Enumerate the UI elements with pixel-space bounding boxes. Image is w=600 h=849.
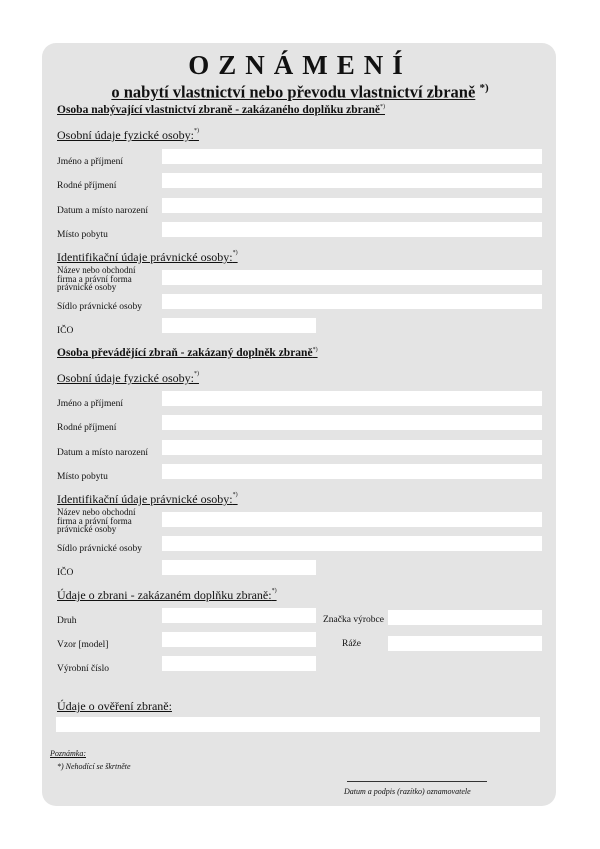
acq-name-label: Jméno a příjmení xyxy=(57,157,123,167)
tr-ico-field[interactable] xyxy=(162,560,316,575)
acq-birthname-label: Rodné příjmení xyxy=(57,181,117,191)
acq-ico-label: IČO xyxy=(57,326,74,336)
weapon-serial-label: Výrobní číslo xyxy=(57,664,109,674)
acq-company-label: Název nebo obchodní firma a právní forma právnické osoby xyxy=(57,265,136,292)
transferor-heading-text: Osoba převádějící zbraň - zakázaný doplněk zbraně xyxy=(57,347,313,359)
acq-seat-label: Sídlo právnické osoby xyxy=(57,302,142,312)
star-mark: *) xyxy=(232,492,238,498)
star-mark: *) xyxy=(232,250,238,256)
acquirer-heading-text: Osoba nabývající vlastnictví zbraně - zakázaného doplňku zbraně xyxy=(57,104,380,116)
note-heading: Poznámka: xyxy=(50,749,86,758)
acq-name-field[interactable] xyxy=(162,149,542,164)
acquirer-natural-heading xyxy=(57,128,199,143)
tr-company-field[interactable] xyxy=(162,512,542,527)
tr-name-field[interactable] xyxy=(162,391,542,406)
tr-birthname-field[interactable] xyxy=(162,415,542,430)
star-mark: *) xyxy=(312,347,318,353)
verification-heading: Údaje o ověření zbraně: xyxy=(57,699,172,713)
weapon-maker-label: Značka výrobce xyxy=(323,615,384,625)
acq-residence-field[interactable] xyxy=(162,222,542,237)
star-mark: *) xyxy=(380,104,385,110)
note-text: *) Nehodící se škrtněte xyxy=(57,762,131,771)
tr-company-label: Název nebo obchodní firma a právní forma právnické osoby xyxy=(57,507,136,534)
weapon-type-label: Druh xyxy=(57,616,77,626)
heading-text: Údaje o zbrani - zakázaném doplňku zbraně: xyxy=(57,588,272,602)
tr-name-label: Jméno a příjmení xyxy=(57,399,123,409)
subtitle-mark: *) xyxy=(479,82,489,94)
verification-field[interactable] xyxy=(56,717,540,732)
acq-residence-label: Místo pobytu xyxy=(57,230,108,240)
star-mark: *) xyxy=(193,128,199,134)
transferor-legal-heading xyxy=(57,492,238,507)
tr-birthname-label: Rodné příjmení xyxy=(57,423,117,433)
tr-ico-label: IČO xyxy=(57,568,74,578)
heading-text: Osobní údaje fyzické osoby: xyxy=(57,371,194,385)
acq-birthname-field[interactable] xyxy=(162,173,542,188)
weapon-maker-field[interactable] xyxy=(388,610,542,625)
tr-birth-label: Datum a místo narození xyxy=(57,448,149,458)
subtitle-text: o nabytí vlastnictví nebo převodu vlastnictví zbraně xyxy=(111,82,476,102)
acq-ico-field[interactable] xyxy=(162,318,316,333)
acq-birth-field[interactable] xyxy=(162,198,542,213)
form-subtitle xyxy=(0,78,600,103)
heading-text: Osobní údaje fyzické osoby: xyxy=(57,128,194,142)
acquirer-heading xyxy=(57,104,385,116)
acq-seat-field[interactable] xyxy=(162,294,542,309)
tr-residence-label: Místo pobytu xyxy=(57,472,108,482)
acq-company-field[interactable] xyxy=(162,270,542,285)
weapon-model-field[interactable] xyxy=(162,632,316,647)
tr-seat-field[interactable] xyxy=(162,536,542,551)
transferor-natural-heading xyxy=(57,371,199,386)
heading-text: Identifikační údaje právnické osoby: xyxy=(57,250,233,264)
weapon-caliber-label: Ráže xyxy=(342,639,361,649)
tr-seat-label: Sídlo právnické osoby xyxy=(57,544,142,554)
weapon-type-field[interactable] xyxy=(162,608,316,623)
form-title: OZNÁMENÍ xyxy=(188,50,412,80)
weapon-caliber-field[interactable] xyxy=(388,636,542,651)
transferor-heading xyxy=(57,347,318,359)
acq-birth-label: Datum a místo narození xyxy=(57,206,149,216)
weapon-heading xyxy=(57,588,277,603)
weapon-serial-field[interactable] xyxy=(162,656,316,671)
acquirer-legal-heading xyxy=(57,250,238,265)
star-mark: *) xyxy=(271,588,277,594)
signature-label: Datum a podpis (razítko) oznamovatele xyxy=(344,787,471,796)
tr-residence-field[interactable] xyxy=(162,464,542,479)
signature-line xyxy=(347,781,487,782)
tr-birth-field[interactable] xyxy=(162,440,542,455)
star-mark: *) xyxy=(193,371,199,377)
weapon-model-label: Vzor [model] xyxy=(57,640,109,650)
heading-text: Identifikační údaje právnické osoby: xyxy=(57,492,233,506)
